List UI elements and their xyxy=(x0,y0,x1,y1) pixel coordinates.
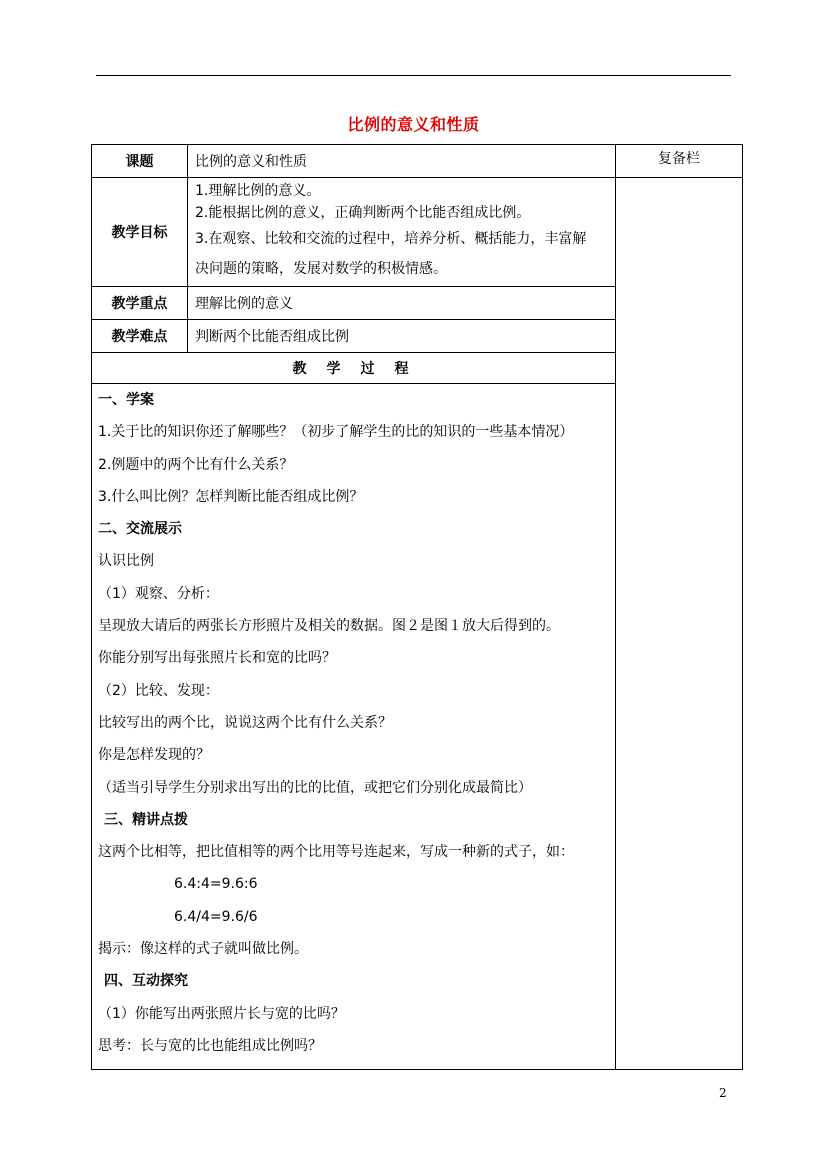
text-line: 比较写出的两个比，说说这两个比有什么关系？ xyxy=(98,714,392,731)
text-line: 这两个比相等，把比值相等的两个比用等号连起来，写成一种新的式子，如： xyxy=(98,844,574,861)
text-line: 思考：长与宽的比也能组成比例吗？ xyxy=(98,1037,322,1054)
formula-line: 6.4:4=9.6:6 xyxy=(174,876,258,893)
text-line: 呈现放大请后的两张长方形照片及相关的数据。图２是图１放大后得到的。 xyxy=(98,618,560,635)
text-line: 1.关于比的知识你还了解哪些？（初步了解学生的比的知识的一些基本情况） xyxy=(98,424,574,441)
text-line: 2.例题中的两个比有什么关系？ xyxy=(98,456,294,473)
goal-item: 3.在观察、比较和交流的过程中，培养分析、概括能力，丰富解 xyxy=(195,231,587,247)
topic-value: 比例的意义和性质 xyxy=(188,145,616,178)
difficulty-value: 判断两个比能否组成比例 xyxy=(188,320,616,353)
section-heading: 三、精讲点拨 xyxy=(104,811,188,828)
goal-item: 1.理解比例的意义。 xyxy=(195,183,321,199)
topic-label: 课题 xyxy=(92,145,188,178)
text-line: 揭示：像这样的式子就叫做比例。 xyxy=(98,941,308,958)
section-heading: 一、学案 xyxy=(98,392,154,408)
process-body xyxy=(92,384,616,1070)
difficulty-label: 教学难点 xyxy=(92,320,188,353)
page-title: 比例的意义和性质 xyxy=(347,115,480,134)
key-point-label: 教学重点 xyxy=(92,287,188,320)
text-line: 3.什么叫比例？怎样判断比能否组成比例？ xyxy=(98,488,364,505)
process-header: 教学过程 xyxy=(92,353,616,384)
text-line: （1）观察、分析： xyxy=(98,585,219,602)
lesson-plan-table xyxy=(91,144,743,1070)
text-line: （适当引导学生分别求出写出的比的比值，或把它们分别化成最简比） xyxy=(98,779,532,796)
formula-line: 6.4/4=9.6/6 xyxy=(174,908,258,925)
goal-item: 2.能根据比例的意义，正确判断两个比能否组成比例。 xyxy=(195,205,531,221)
text-line: （2）比较、发现： xyxy=(98,682,219,699)
text-line: 认识比例 xyxy=(98,553,154,570)
goal-item: 决问题的策略，发展对数学的积极情感。 xyxy=(195,261,447,277)
review-column-header: 复备栏 xyxy=(616,145,743,178)
header-rule xyxy=(96,75,731,76)
text-line: （1）你能写出两张照片长与宽的比吗？ xyxy=(98,1005,345,1022)
section-heading: 二、交流展示 xyxy=(98,521,182,538)
review-column xyxy=(616,178,743,1070)
goals-cell xyxy=(188,178,616,287)
key-point-value: 理解比例的意义 xyxy=(188,287,616,320)
section-heading: 四、互动探究 xyxy=(104,973,188,990)
text-line: 你是怎样发现的？ xyxy=(98,747,210,764)
text-line: 你能分别写出每张照片长和宽的比吗？ xyxy=(98,650,336,667)
page-number: 2 xyxy=(719,1086,727,1100)
goals-label: 教学目标 xyxy=(92,178,188,287)
